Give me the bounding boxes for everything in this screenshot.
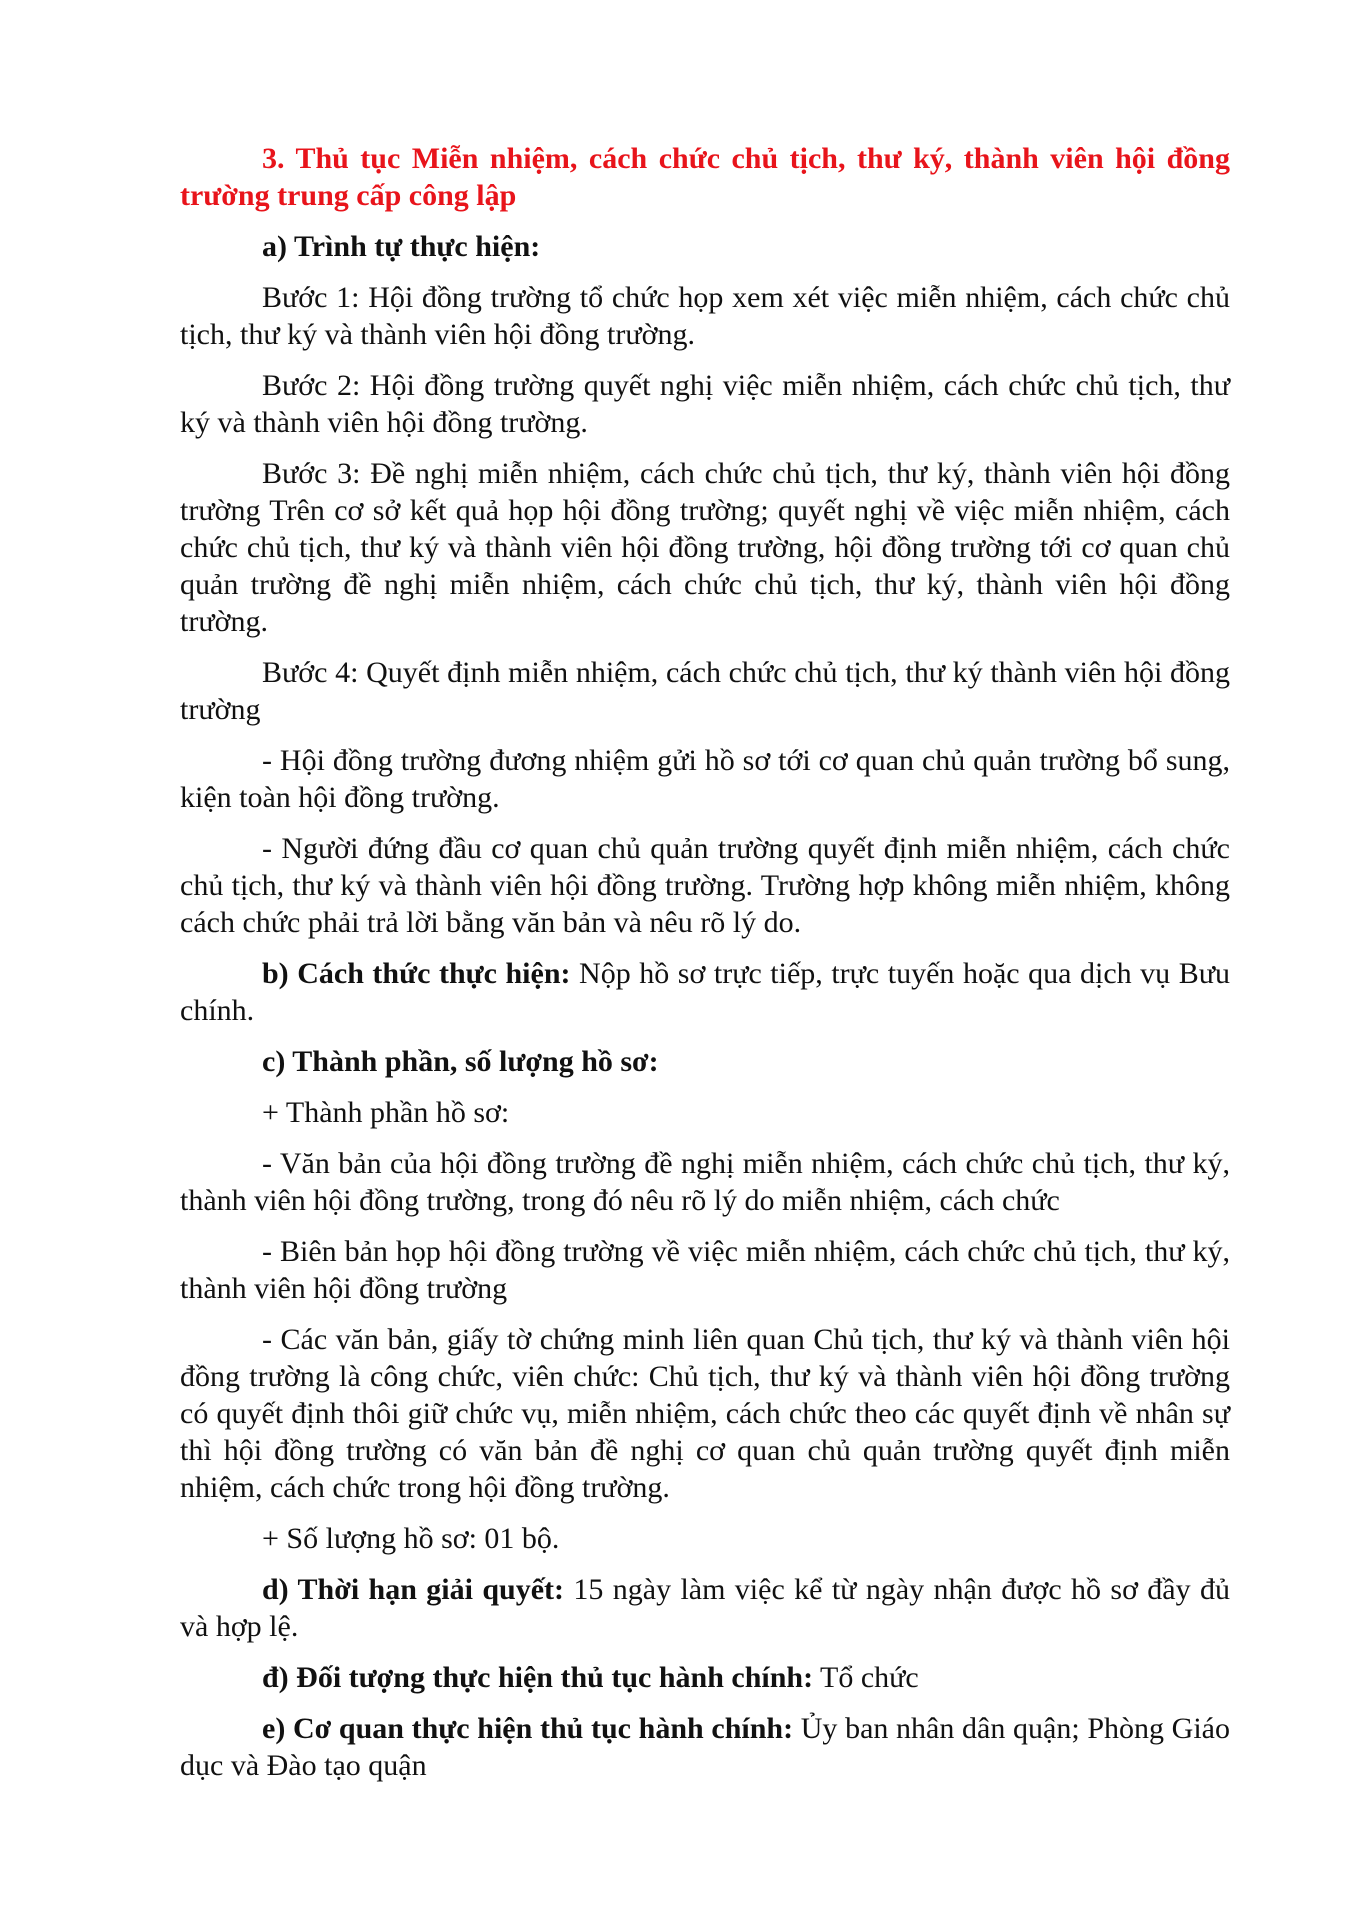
section-c-item-2: - Văn bản của hội đồng trường đề nghị miễn nhiệm, cách chức chủ tịch, thư ký, thành viên hội đồng trường, trong đó nêu rõ lý do miễn nhiệm, cách chức <box>180 1147 1230 1217</box>
section-c-item-4: - Các văn bản, giấy tờ chứng minh liên quan Chủ tịch, thư ký và thành viên hội đồng trường là công chức, viên chức: Chủ tịch, thư ký và thành viên hội đồng trường có quyết định thôi giữ chức vụ, miễn nhiệm, cách chức theo các quyết định về nhân sự thì hội đồng trường có văn bản đề nghị cơ quan chủ quản trường quyết định miễn nhiệm, cách chức trong hội đồng trường. <box>180 1323 1230 1504</box>
step-4-item-2: - Người đứng đầu cơ quan chủ quản trường quyết định miễn nhiệm, cách chức chủ tịch, thư ký và thành viên hội đồng trường. Trường hợp không miễn nhiệm, không cách chức phải trả lời bằng văn bản và nêu rõ lý do. <box>180 832 1230 939</box>
step-1: Bước 1: Hội đồng trường tổ chức họp xem xét việc miễn nhiệm, cách chức chủ tịch, thư ký và thành viên hội đồng trường. <box>180 281 1230 351</box>
section-c-item-5: + Số lượng hồ sơ: 01 bộ. <box>262 1522 560 1555</box>
section-c-item-1: + Thành phần hồ sơ: <box>262 1096 510 1129</box>
section-a-heading: a) Trình tự thực hiện: <box>262 230 541 263</box>
section-e-text: Ủy ban nhân dân quận; Phòng Giáo dục và Đào tạo quận <box>180 1712 1230 1782</box>
step-2: Bước 2: Hội đồng trường quyết nghị việc miễn nhiệm, cách chức chủ tịch, thư ký và thành viên hội đồng trường. <box>180 369 1230 439</box>
section-b-label: b) Cách thức thực hiện: <box>262 957 571 990</box>
section-e-label: e) Cơ quan thực hiện thủ tục hành chính: <box>262 1712 794 1745</box>
section-c-heading: c) Thành phần, số lượng hồ sơ: <box>262 1045 659 1078</box>
section-b <box>180 955 1230 1029</box>
step-4-item-1: - Hội đồng trường đương nhiệm gửi hồ sơ tới cơ quan chủ quản trường bổ sung, kiện toàn hội đồng trường. <box>180 744 1230 814</box>
section-dd-text: Tổ chức <box>813 1661 919 1694</box>
section-dd <box>180 1659 1230 1696</box>
section-c-item-3: - Biên bản họp hội đồng trường về việc miễn nhiệm, cách chức chủ tịch, thư ký, thành viên hội đồng trường <box>180 1235 1230 1305</box>
section-d-label: d) Thời hạn giải quyết: <box>262 1573 564 1606</box>
section-d-text: 15 ngày làm việc kể từ ngày nhận được hồ sơ đầy đủ và hợp lệ. <box>180 1573 1231 1643</box>
section-e <box>180 1710 1230 1784</box>
section-dd-label: đ) Đối tượng thực hiện thủ tục hành chính: <box>262 1661 814 1694</box>
section-b-text: Nộp hồ sơ trực tiếp, trực tuyến hoặc qua dịch vụ Bưu chính. <box>180 957 1230 1027</box>
document-page <box>180 140 1230 1798</box>
step-3: Bước 3: Đề nghị miễn nhiệm, cách chức chủ tịch, thư ký, thành viên hội đồng trường Trên cơ sở kết quả họp hội đồng trường; quyết nghị về việc miễn nhiệm, cách chức chủ tịch, thư ký và thành viên hội đồng trường, hội đồng trường tới cơ quan chủ quản trường đề nghị miễn nhiệm, cách chức chủ tịch, thư ký, thành viên hội đồng trường. <box>180 457 1230 638</box>
section-d <box>180 1571 1230 1645</box>
procedure-title: 3. Thủ tục Miễn nhiệm, cách chức chủ tịch, thư ký, thành viên hội đồng trường trung cấp công lập <box>180 142 1230 212</box>
step-4: Bước 4: Quyết định miễn nhiệm, cách chức chủ tịch, thư ký thành viên hội đồng trường <box>180 656 1230 726</box>
